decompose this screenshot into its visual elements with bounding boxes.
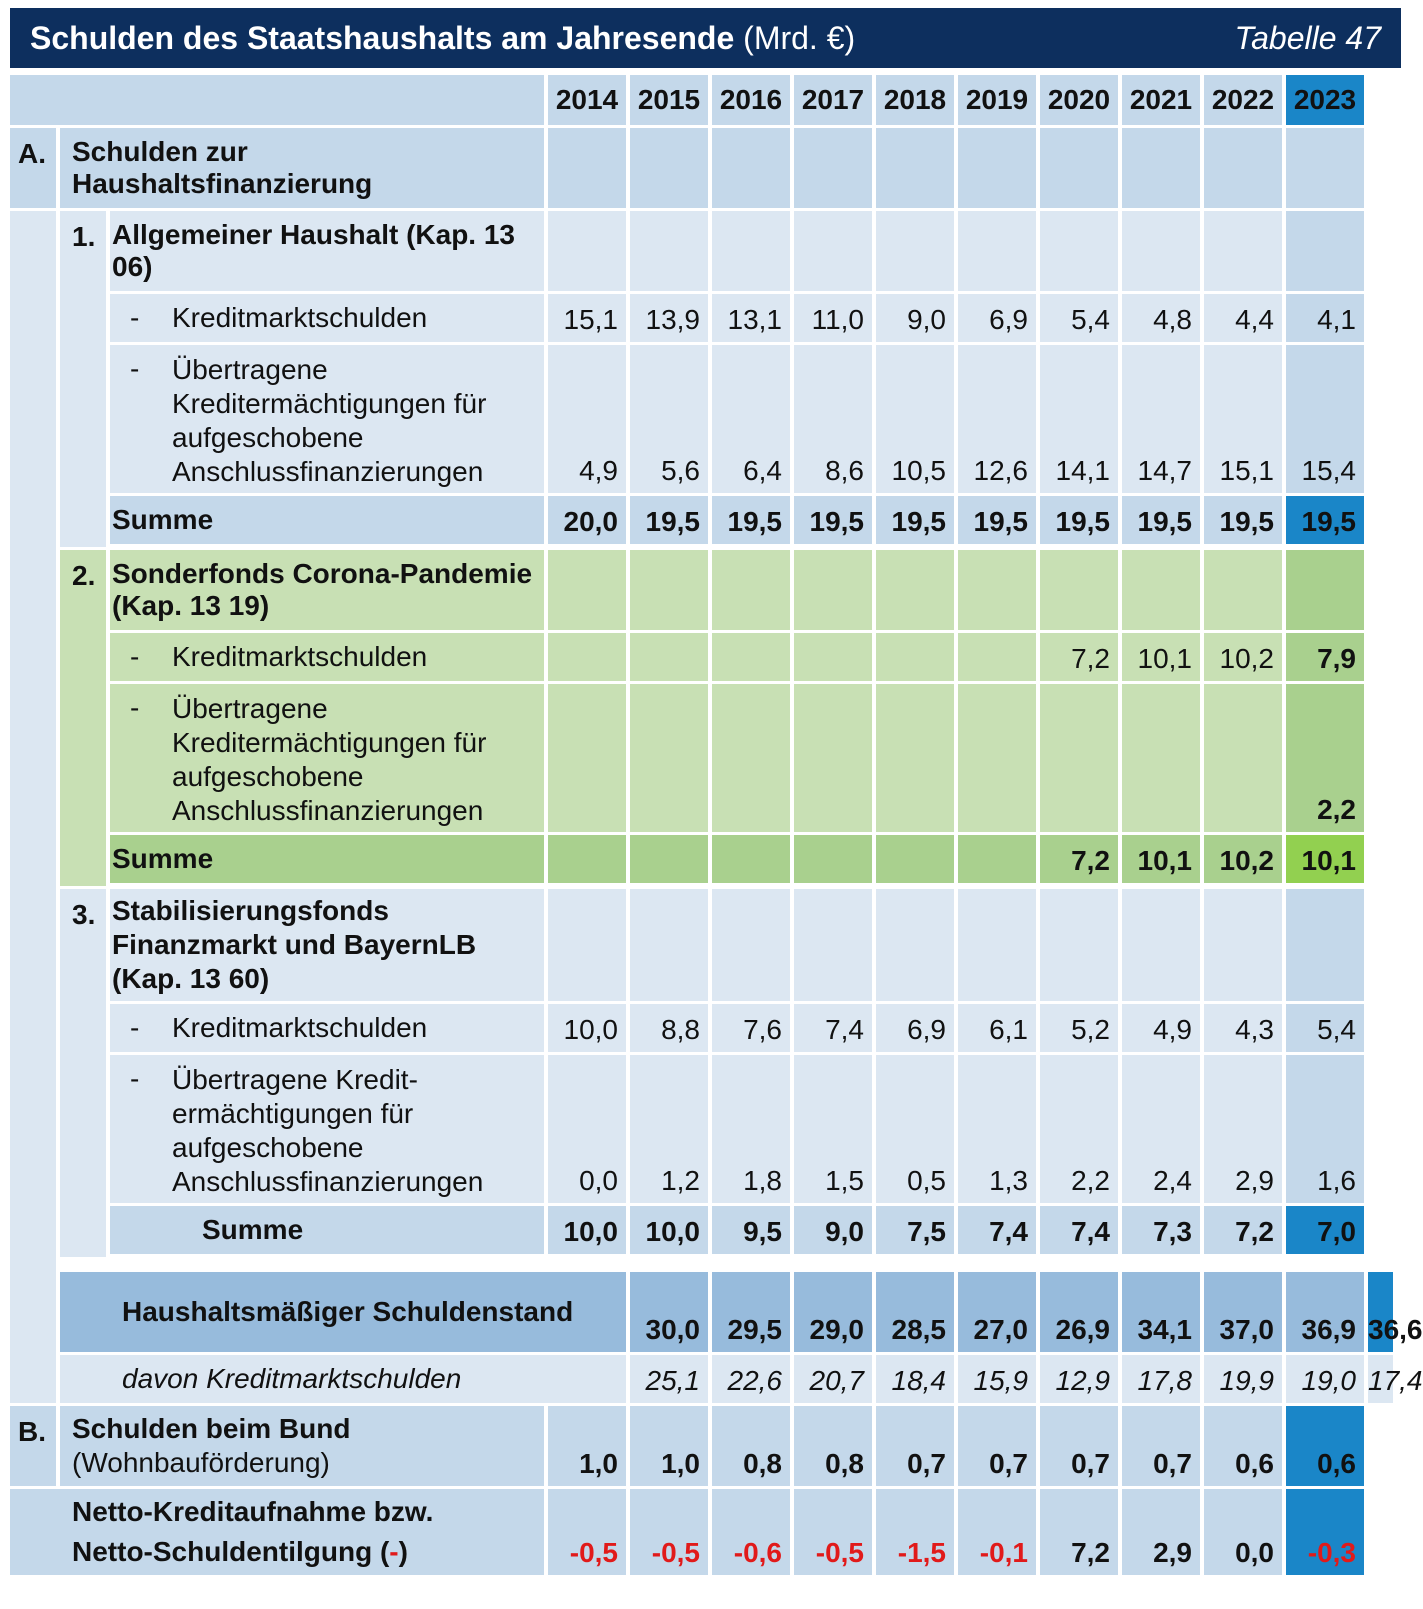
cell: 17,8 <box>1122 1355 1200 1403</box>
cell: 1,0 <box>548 1406 626 1486</box>
cell: 6,1 <box>958 1004 1036 1052</box>
cell <box>876 684 954 832</box>
cell <box>958 684 1036 832</box>
section-a-row <box>10 128 1393 208</box>
stand-label: Haushaltsmäßiger Schuldenstand <box>60 1272 626 1352</box>
cell: 10,1 <box>1286 835 1364 883</box>
cell <box>958 835 1036 883</box>
section-a-indent <box>10 211 56 1403</box>
section-a-label: Schulden zur Haushaltsfinanzierung <box>60 128 544 208</box>
cell: 19,5 <box>712 496 790 544</box>
cell: 12,9 <box>1040 1355 1118 1403</box>
cell: 7,0 <box>1286 1206 1364 1254</box>
cell: 0,8 <box>794 1406 872 1486</box>
s3-label: Stabilisierungsfonds Finanzmarkt und BayernLB (Kap. 13 60) <box>110 889 544 1001</box>
summe-label: Summe <box>110 1206 544 1254</box>
cell: 7,4 <box>1040 1206 1118 1254</box>
cell: 1,5 <box>794 1055 872 1203</box>
table-title: Schulden des Staatshaushalts am Jahresende (Mrd. €) <box>30 19 856 56</box>
cell: 25,1 <box>630 1355 708 1403</box>
cell: 1,3 <box>958 1055 1036 1203</box>
row-label: - Kreditmarktschulden <box>110 633 544 681</box>
cell: 7,2 <box>1040 835 1118 883</box>
cell <box>958 633 1036 681</box>
s3-heading-row <box>10 889 1393 1001</box>
year-header: 2014 <box>548 75 626 125</box>
unit-label: (Mrd. €) <box>743 19 856 56</box>
cell <box>630 684 708 832</box>
cell: 8,8 <box>630 1004 708 1052</box>
cell: 19,5 <box>1286 496 1364 544</box>
s3-summe-row <box>10 1206 1393 1254</box>
section-b-label: Schulden beim Bund (Wohnbauförderung) <box>60 1406 544 1486</box>
cell: 7,4 <box>794 1004 872 1052</box>
cell <box>712 684 790 832</box>
cell: 17,4 <box>1368 1355 1393 1403</box>
row-label: - Übertragene Kreditermächtigungen für aufgeschobene Anschlussfinanzierungen <box>110 684 544 832</box>
s1-kredit-row <box>10 294 1393 342</box>
year-header: 2015 <box>630 75 708 125</box>
cell: 0,7 <box>958 1406 1036 1486</box>
cell: 15,9 <box>958 1355 1036 1403</box>
table-number: Tabelle 47 <box>1234 19 1381 56</box>
cell: 29,5 <box>712 1272 790 1352</box>
cell: 37,0 <box>1204 1272 1282 1352</box>
s2-summe-row <box>10 835 1393 883</box>
cell: 9,0 <box>876 294 954 342</box>
cell: 15,1 <box>548 294 626 342</box>
debt-table <box>6 72 1423 1578</box>
row-label: - Übertragene Kredit-ermächtigungen für aufgeschobene Anschlussfinanzierungen <box>110 1055 544 1203</box>
year-header: 2022 <box>1204 75 1282 125</box>
s2-uebertr-row <box>10 684 1393 832</box>
s2-heading-row <box>10 550 1393 630</box>
cell: 10,0 <box>548 1206 626 1254</box>
cell: 9,5 <box>712 1206 790 1254</box>
cell: 7,3 <box>1122 1206 1200 1254</box>
cell <box>794 835 872 883</box>
summe-label: Summe <box>110 835 544 883</box>
cell: 28,5 <box>876 1272 954 1352</box>
cell: 2,9 <box>1204 1055 1282 1203</box>
cell: 10,2 <box>1204 633 1282 681</box>
row-label: - Kreditmarktschulden <box>110 1004 544 1052</box>
davon-row <box>10 1355 1393 1403</box>
cell: 19,5 <box>876 496 954 544</box>
cell: 4,3 <box>1204 1004 1282 1052</box>
cell: 19,5 <box>1122 496 1200 544</box>
s3-number: 3. <box>60 889 106 1257</box>
cell: 26,9 <box>1040 1272 1118 1352</box>
cell: 2,4 <box>1122 1055 1200 1203</box>
cell: 8,6 <box>794 345 872 493</box>
cell: 0,6 <box>1286 1406 1364 1486</box>
cell <box>794 633 872 681</box>
cell: 4,9 <box>1122 1004 1200 1052</box>
cell: 0,7 <box>1122 1406 1200 1486</box>
cell: 19,0 <box>1286 1355 1364 1403</box>
cell: 18,4 <box>876 1355 954 1403</box>
cell: 19,5 <box>958 496 1036 544</box>
cell: 0,7 <box>1040 1406 1118 1486</box>
cell: 7,2 <box>1204 1206 1282 1254</box>
cell <box>1040 684 1118 832</box>
year-header: 2021 <box>1122 75 1200 125</box>
cell: 34,1 <box>1122 1272 1200 1352</box>
cell: 5,4 <box>1286 1004 1364 1052</box>
cell: 4,4 <box>1204 294 1282 342</box>
cell: 4,9 <box>548 345 626 493</box>
cell: 6,9 <box>958 294 1036 342</box>
cell: 2,9 <box>1122 1489 1200 1575</box>
cell: -1,5 <box>876 1489 954 1575</box>
cell: 12,6 <box>958 345 1036 493</box>
cell: 30,0 <box>630 1272 708 1352</box>
cell: -0,1 <box>958 1489 1036 1575</box>
s1-heading-row <box>10 211 1393 291</box>
section-b-row <box>10 1406 1393 1486</box>
cell: 27,0 <box>958 1272 1036 1352</box>
cell <box>712 835 790 883</box>
netto-label: Netto-Kreditaufnahme bzw. Netto-Schuldentilgung (-) <box>10 1489 544 1575</box>
cell <box>548 633 626 681</box>
cell: 29,0 <box>794 1272 872 1352</box>
cell: 7,2 <box>1040 1489 1118 1575</box>
cell: 19,5 <box>630 496 708 544</box>
cell: 7,5 <box>876 1206 954 1254</box>
s1-number: 1. <box>60 211 106 547</box>
cell: 1,8 <box>712 1055 790 1203</box>
row-label: - Übertragene Kreditermächtigungen für aufgeschobene Anschlussfinanzierungen <box>110 345 544 493</box>
cell: 7,2 <box>1040 633 1118 681</box>
netto-row <box>10 1489 1393 1575</box>
cell: 0,7 <box>876 1406 954 1486</box>
cell <box>630 835 708 883</box>
section-a-letter: A. <box>10 128 56 208</box>
year-header: 2019 <box>958 75 1036 125</box>
s2-number: 2. <box>60 550 106 886</box>
year-header: 2017 <box>794 75 872 125</box>
s2-kredit-row <box>10 633 1393 681</box>
year-header: 2016 <box>712 75 790 125</box>
cell <box>794 684 872 832</box>
cell: 5,4 <box>1040 294 1118 342</box>
s3-uebertr-row <box>10 1055 1393 1203</box>
cell: -0,5 <box>548 1489 626 1575</box>
header-blank <box>10 75 544 125</box>
cell: 4,1 <box>1286 294 1364 342</box>
stand-row <box>10 1272 1393 1352</box>
cell <box>548 835 626 883</box>
header-row <box>10 75 1393 125</box>
cell <box>876 633 954 681</box>
cell: 19,5 <box>794 496 872 544</box>
cell: 19,5 <box>1204 496 1282 544</box>
cell: 15,4 <box>1286 345 1364 493</box>
s2-label: Sonderfonds Corona-Pandemie (Kap. 13 19) <box>110 550 544 630</box>
cell: 0,6 <box>1204 1406 1282 1486</box>
davon-label: davon Kreditmarktschulden <box>60 1355 626 1403</box>
cell: 0,5 <box>876 1055 954 1203</box>
cell: 19,5 <box>1040 496 1118 544</box>
cell <box>548 684 626 832</box>
cell: 10,0 <box>630 1206 708 1254</box>
year-header: 2020 <box>1040 75 1118 125</box>
cell: 10,1 <box>1122 633 1200 681</box>
cell: 2,2 <box>1286 684 1364 832</box>
cell: 5,2 <box>1040 1004 1118 1052</box>
cell: 10,2 <box>1204 835 1282 883</box>
cell: 7,9 <box>1286 633 1364 681</box>
cell: -0,6 <box>712 1489 790 1575</box>
cell: 0,8 <box>712 1406 790 1486</box>
cell: 10,1 <box>1122 835 1200 883</box>
cell: 20,7 <box>794 1355 872 1403</box>
table-title-bar <box>10 8 1401 68</box>
s1-label: Allgemeiner Haushalt (Kap. 13 06) <box>110 211 544 291</box>
cell <box>712 633 790 681</box>
cell <box>1122 684 1200 832</box>
cell: 13,9 <box>630 294 708 342</box>
cell: 13,1 <box>712 294 790 342</box>
cell: 6,9 <box>876 1004 954 1052</box>
cell: 1,0 <box>630 1406 708 1486</box>
cell: 22,6 <box>712 1355 790 1403</box>
cell: 7,4 <box>958 1206 1036 1254</box>
cell: 14,1 <box>1040 345 1118 493</box>
cell: 0,0 <box>1204 1489 1282 1575</box>
cell: 10,5 <box>876 345 954 493</box>
cell: 0,0 <box>548 1055 626 1203</box>
cell <box>630 633 708 681</box>
cell <box>1204 684 1282 832</box>
cell: 20,0 <box>548 496 626 544</box>
cell: 6,4 <box>712 345 790 493</box>
cell: -0,5 <box>630 1489 708 1575</box>
cell: 4,8 <box>1122 294 1200 342</box>
cell: 19,9 <box>1204 1355 1282 1403</box>
s1-summe-row <box>10 496 1393 544</box>
cell: 15,1 <box>1204 345 1282 493</box>
cell: 10,0 <box>548 1004 626 1052</box>
cell: 9,0 <box>794 1206 872 1254</box>
year-header: 2018 <box>876 75 954 125</box>
s3-kredit-row <box>10 1004 1393 1052</box>
year-header-current: 2023 <box>1286 75 1364 125</box>
cell <box>876 835 954 883</box>
cell: 36,9 <box>1286 1272 1364 1352</box>
cell: 11,0 <box>794 294 872 342</box>
cell: 36,6 <box>1368 1272 1393 1352</box>
cell: -0,5 <box>794 1489 872 1575</box>
s1-uebertr-row <box>10 345 1393 493</box>
cell: -0,3 <box>1286 1489 1364 1575</box>
cell: 2,2 <box>1040 1055 1118 1203</box>
cell: 7,6 <box>712 1004 790 1052</box>
cell: 14,7 <box>1122 345 1200 493</box>
section-b-letter: B. <box>10 1406 56 1486</box>
cell: 1,2 <box>630 1055 708 1203</box>
row-label: - Kreditmarktschulden <box>110 294 544 342</box>
cell: 1,6 <box>1286 1055 1364 1203</box>
cell: 5,6 <box>630 345 708 493</box>
summe-label: Summe <box>110 496 544 544</box>
